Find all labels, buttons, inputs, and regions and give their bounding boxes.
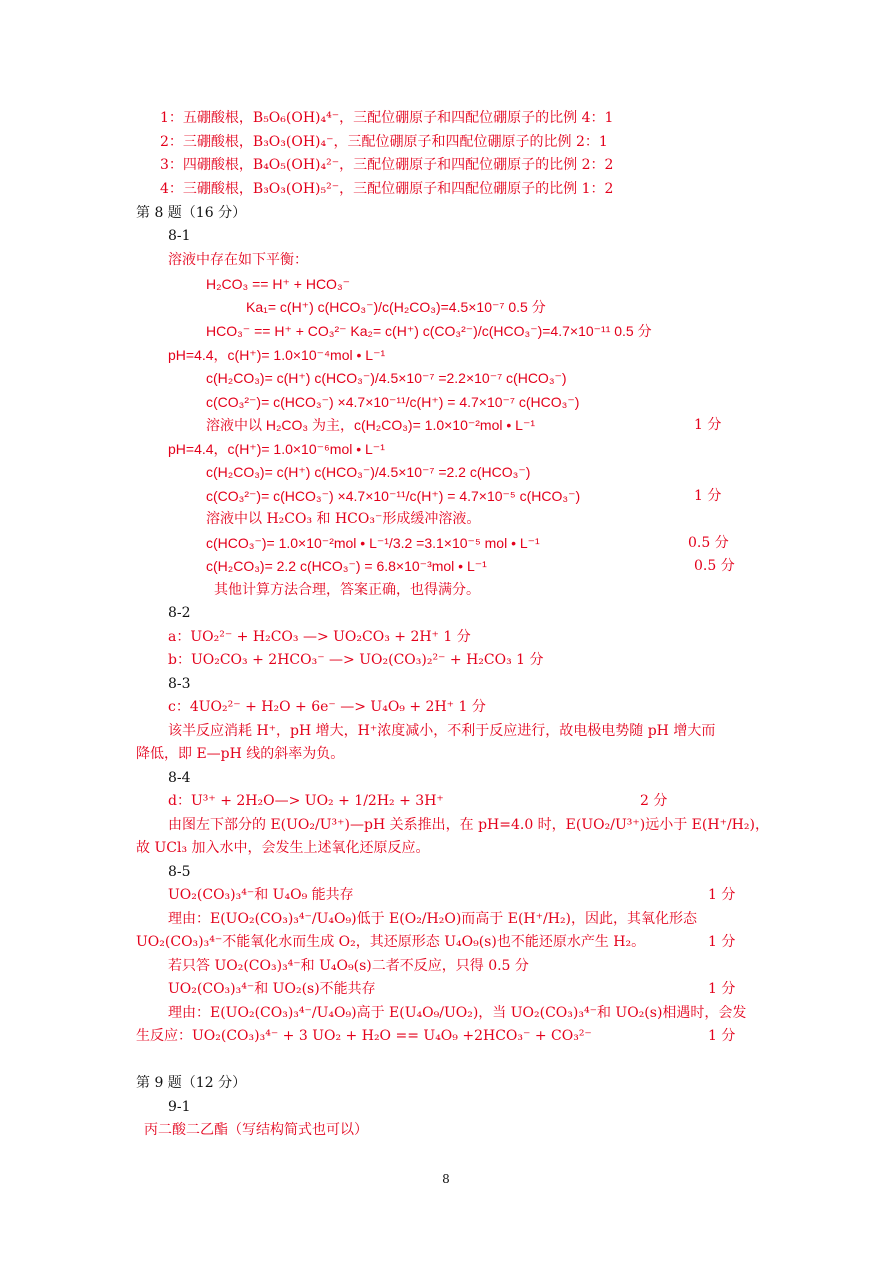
sub-question-label: 8-2	[168, 605, 191, 621]
equation-line: c(H₂CO₃)= 2.2 c(HCO₃⁻) = 6.8×10⁻³mol • L⁻¹	[206, 558, 487, 574]
answer-line: 4：三硼酸根，B₃O₃(OH)₅²⁻，三配位硼原子和四配位硼原子的比例 1：2	[160, 181, 614, 197]
answer-line: d：U³⁺ + 2H₂O—> UO₂ + 1/2H₂ + 3H⁺	[168, 793, 444, 809]
answer-line: 2：三硼酸根，B₃O₃(OH)₄⁻，三配位硼原子和四配位硼原子的比例 2：1	[160, 134, 608, 150]
answer-line: 溶液中以 H₂CO₃ 和 HCO₃⁻形成缓冲溶液。	[206, 511, 481, 527]
answer-note: 若只答 UO₂(CO₃)₃⁴⁻和 U₄O₉(s)二者不反应，只得 0.5 分	[168, 958, 529, 974]
sub-question-label: 9-1	[168, 1099, 191, 1115]
answer-line: 故 UCl₃ 加入水中，会发生上述氧化还原反应。	[136, 840, 430, 856]
score-label: 1 分	[708, 1028, 736, 1044]
sub-question-label: 8-5	[168, 864, 191, 880]
equation-line: c(CO₃²⁻)= c(HCO₃⁻) ×4.7×10⁻¹¹/c(H⁺) = 4.7×10⁻⁵ c(HCO₃⁻)	[206, 488, 581, 504]
answer-line: 理由：E(UO₂(CO₃)₃⁴⁻/U₄O₉)低于 E(O₂/H₂O)而高于 E(H⁺/H₂)，因此，其氧化形态	[168, 911, 698, 927]
score-label: 0.5 分	[694, 558, 735, 574]
equation-line: c(CO₃²⁻)= c(HCO₃⁻) ×4.7×10⁻¹¹/c(H⁺) = 4.7×10⁻⁷ c(HCO₃⁻)	[206, 394, 580, 410]
answer-line: 丙二酸二乙酯（写结构简式也可以）	[144, 1122, 368, 1138]
answer-line: a：UO₂²⁻ + H₂CO₃ —> UO₂CO₃ + 2H⁺ 1 分	[168, 629, 471, 645]
equation-line: Ka₁= c(H⁺) c(HCO₃⁻)/c(H₂CO₃)=4.5×10⁻⁷ 0.5 分	[246, 299, 546, 315]
answer-line: UO₂(CO₃)₃⁴⁻和 U₄O₉ 能共存	[168, 887, 354, 903]
answer-line: 由图左下部分的 E(UO₂/U³⁺)—pH 关系推出，在 pH=4.0 时，E(UO₂/U³⁺)远小于 E(H⁺/H₂)，	[168, 817, 769, 833]
equation-line: c(H₂CO₃)= c(H⁺) c(HCO₃⁻)/4.5×10⁻⁷ =2.2×10⁻⁷ c(HCO₃⁻)	[206, 370, 567, 386]
score-label: 2 分	[640, 793, 668, 809]
equation-line: c(HCO₃⁻)= 1.0×10⁻²mol • L⁻¹/3.2 =3.1×10⁻⁵ mol • L⁻¹	[206, 535, 540, 551]
answer-line: 溶液中存在如下平衡：	[168, 252, 308, 268]
score-label: 1 分	[694, 488, 722, 504]
equation-line: HCO₃⁻ == H⁺ + CO₃²⁻ Ka₂= c(H⁺) c(CO₃²⁻)/c(HCO₃⁻)=4.7×10⁻¹¹ 0.5 分	[206, 323, 652, 339]
score-label: 0.5 分	[688, 535, 729, 551]
equation-line: pH=4.4，c(H⁺)= 1.0×10⁻⁶mol • L⁻¹	[168, 441, 385, 457]
score-label: 1 分	[708, 981, 736, 997]
answer-line: 该半反应消耗 H⁺，pH 增大，H⁺浓度减小，不利于反应进行，故电极电势随 pH 增大而	[168, 723, 716, 739]
answer-line: 降低，即 E—pH 线的斜率为负。	[136, 746, 345, 762]
answer-line: 3：四硼酸根，B₄O₅(OH)₄²⁻，三配位硼原子和四配位硼原子的比例 2：2	[160, 157, 614, 173]
page-number: 8	[442, 1172, 450, 1186]
equation-line: 溶液中以 H₂CO₃ 为主，c(H₂CO₃)= 1.0×10⁻²mol • L⁻¹	[206, 417, 535, 433]
equation-line: pH=4.4，c(H⁺)= 1.0×10⁻⁴mol • L⁻¹	[168, 347, 386, 363]
answer-note: 其他计算方法合理，答案正确，也得满分。	[214, 582, 480, 598]
score-label: 1 分	[694, 417, 722, 433]
score-label: 1 分	[708, 934, 736, 950]
answer-line: 1：五硼酸根，B₅O₆(OH)₄⁴⁻，三配位硼原子和四配位硼原子的比例 4：1	[160, 110, 614, 126]
answer-line: c：4UO₂²⁻ + H₂O + 6e⁻ —> U₄O₉ + 2H⁺ 1 分	[168, 699, 486, 715]
sub-question-label: 8-3	[168, 676, 191, 692]
sub-question-label: 8-1	[168, 228, 191, 244]
answer-line: b：UO₂CO₃ + 2HCO₃⁻ —> UO₂(CO₃)₂²⁻ + H₂CO₃ 1 分	[168, 652, 544, 668]
equation-line: H₂CO₃ == H⁺ + HCO₃⁻	[206, 276, 351, 292]
answer-line: UO₂(CO₃)₃⁴⁻不能氧化水而生成 O₂，其还原形态 U₄O₉(s)也不能还原水产生 H₂。	[136, 934, 646, 950]
sub-question-label: 8-4	[168, 770, 191, 786]
answer-line: UO₂(CO₃)₃⁴⁻和 UO₂(s)不能共存	[168, 981, 376, 997]
score-label: 1 分	[708, 887, 736, 903]
question-heading: 第 9 题（12 分）	[136, 1075, 247, 1091]
answer-line: 理由：E(UO₂(CO₃)₃⁴⁻/U₄O₉)高于 E(U₄O₉/UO₂)，当 UO₂(CO₃)₃⁴⁻和 UO₂(s)相遇时，会发	[168, 1005, 747, 1021]
equation-line: c(H₂CO₃)= c(H⁺) c(HCO₃⁻)/4.5×10⁻⁷ =2.2 c(HCO₃⁻)	[206, 464, 531, 480]
question-heading: 第 8 题（16 分）	[136, 205, 247, 221]
answer-line: 生反应：UO₂(CO₃)₃⁴⁻ + 3 UO₂ + H₂O == U₄O₉ +2HCO₃⁻ + CO₃²⁻	[136, 1028, 592, 1044]
